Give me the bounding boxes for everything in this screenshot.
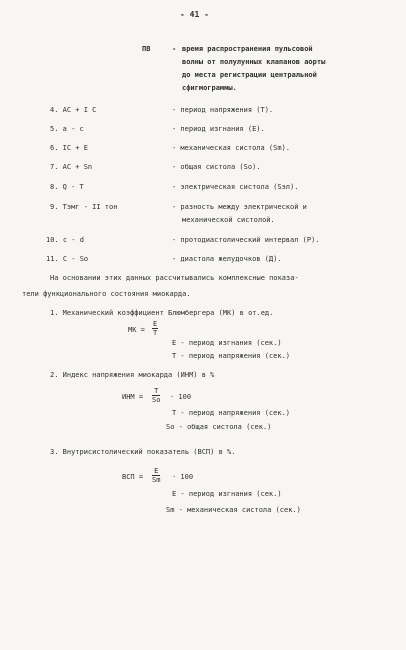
formula-3-denominator: Sm bbox=[152, 476, 161, 484]
item-right-11: - диастола желудочков (Д). bbox=[172, 255, 282, 263]
formula-1-denominator: Т bbox=[153, 329, 158, 337]
formula-2-def-1: Т - период напряжения (сек.) bbox=[172, 409, 291, 417]
item-right-10: - протодиастолический интервал (Р). bbox=[172, 236, 320, 244]
formula-3-heading: 3. Внутрисистолический показатель (ВСП) в %. bbox=[50, 448, 236, 456]
formula-1-lhs: МК = bbox=[128, 326, 145, 334]
formula-2-lhs: ИНМ = bbox=[122, 393, 144, 401]
item-left-5: 5. a - c bbox=[50, 125, 84, 133]
formula-1-def-1: Е - период изгнания (сек.) bbox=[172, 339, 282, 347]
item-left-9: 9. Тэмг - II тон bbox=[50, 203, 118, 211]
formula-2-heading: 2. Индекс напряжения миокарда (ИНМ) в % bbox=[50, 371, 215, 379]
formula-2-denominator: So bbox=[152, 396, 161, 404]
item-left-11: 11. C - So bbox=[46, 255, 89, 263]
item-left-4: 4. AC + I C bbox=[50, 106, 97, 114]
intro-line-4: сфигмограммы. bbox=[182, 84, 237, 92]
item-right-9: - разность между электрической и bbox=[172, 203, 307, 211]
item-left-6: 6. IC + E bbox=[50, 144, 88, 152]
formula-3-def-1: Е - период изгнания (сек.) bbox=[172, 490, 282, 498]
page-number: - 41 - bbox=[180, 10, 209, 19]
intro-line-1: время распространения пульсовой bbox=[182, 45, 313, 53]
formula-1-heading: 1. Механический коэффициент Блюмбергера (МК) в от.ед. bbox=[50, 309, 274, 317]
formula-1-fraction bbox=[152, 320, 158, 337]
item-right-7: - общая систола (So). bbox=[172, 163, 261, 171]
paragraph-line-1: На основании этих данных рассчитывались комплексные показа- bbox=[50, 274, 299, 282]
formula-1-numerator: Е bbox=[153, 320, 158, 328]
formula-3-lhs: ВСП = bbox=[122, 473, 144, 481]
formula-2-fraction bbox=[152, 387, 160, 404]
item-right-9-cont: механической систолой. bbox=[182, 216, 275, 224]
formula-1-def-2: Т - период напряжения (сек.) bbox=[172, 352, 291, 360]
intro-dash: - bbox=[172, 45, 177, 53]
item-left-7: 7. AC + Sn bbox=[50, 163, 93, 171]
item-right-4: - период напряжения (Т). bbox=[172, 106, 274, 114]
item-right-5: - период изгнания (Е). bbox=[172, 125, 265, 133]
item-left-10: 10. c - d bbox=[46, 236, 84, 244]
formula-3-def-2: Sm - механическая систола (сек.) bbox=[166, 506, 301, 514]
intro-line-3: до места регистрации центральной bbox=[182, 71, 317, 79]
intro-line-2: волны от полулунных клапанов аорты bbox=[182, 58, 326, 66]
intro-symbol: ПВ bbox=[142, 45, 151, 53]
formula-2-numerator: Т bbox=[152, 387, 160, 396]
formula-2-def-2: So - общая систола (сек.) bbox=[166, 423, 272, 431]
item-right-6: - механическая систола (Sm). bbox=[172, 144, 291, 152]
item-left-8: 8. Q - T bbox=[50, 183, 84, 191]
formula-3-fraction bbox=[152, 467, 160, 484]
paragraph-line-2: тели функционального состояния миокарда. bbox=[22, 290, 191, 298]
formula-3-multiplier: · 100 bbox=[172, 473, 194, 481]
formula-3-numerator: Е bbox=[152, 467, 160, 476]
formula-2-multiplier: · 100 bbox=[170, 393, 192, 401]
item-right-8: - электрическая систола (Sэл). bbox=[172, 183, 299, 191]
